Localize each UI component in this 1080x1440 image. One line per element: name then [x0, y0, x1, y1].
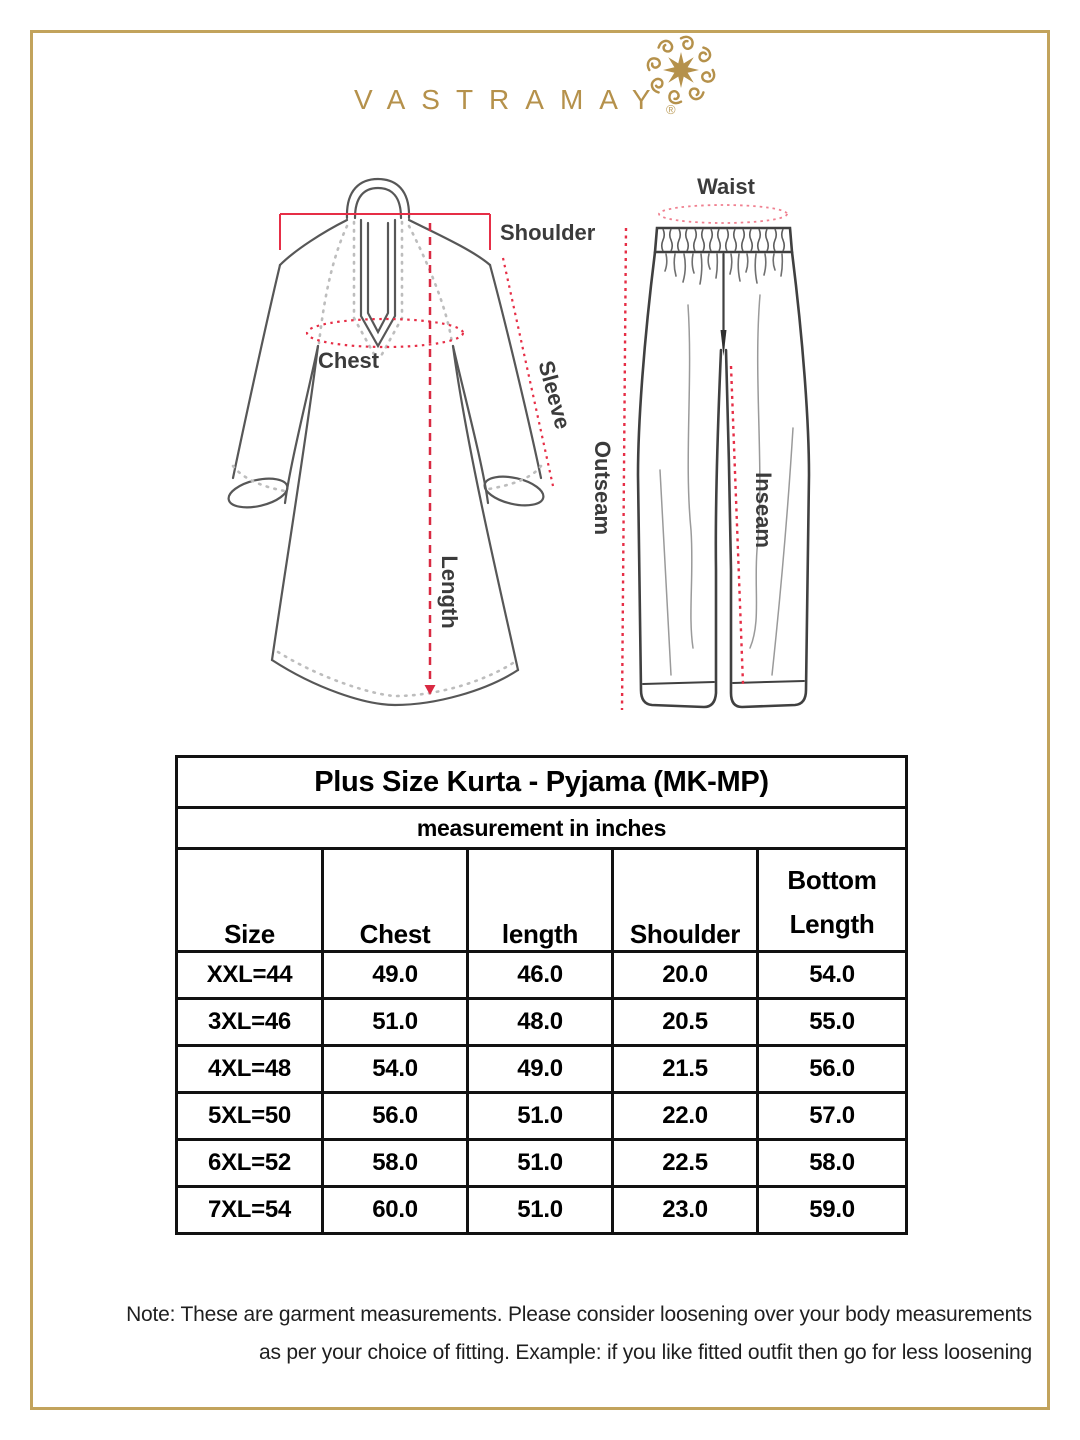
note-line-2: as per your choice of fitting. Example: if you like fitted outfit then go for less loosening — [258, 1341, 1032, 1364]
brand-logo-text: VASTRAMAY — [354, 84, 667, 115]
table-row — [177, 1093, 907, 1140]
table-title-row — [177, 757, 907, 808]
cell-bottom-length: 58.0 — [758, 1140, 907, 1187]
length-arrowhead — [425, 685, 436, 695]
cell-chest: 58.0 — [323, 1140, 468, 1187]
table-row — [177, 1046, 907, 1093]
table-subtitle-row — [177, 808, 907, 849]
kurta-measurement-diagram — [195, 168, 595, 713]
table-row — [177, 952, 907, 999]
cell-bottom-length: 55.0 — [758, 999, 907, 1046]
cell-size: XXL=44 — [177, 952, 323, 999]
pyjama-outline — [638, 228, 809, 707]
cell-size: 7XL=54 — [177, 1187, 323, 1234]
label-inseam: Inseam — [751, 472, 776, 548]
column-header-bottom-length — [758, 849, 907, 952]
cell-bottom-length: 56.0 — [758, 1046, 907, 1093]
table-row — [177, 1140, 907, 1187]
cell-size: 5XL=50 — [177, 1093, 323, 1140]
note-line-1: Note: These are garment measurements. Please consider loosening over your body measurements — [126, 1303, 1032, 1326]
kurta-outline — [226, 179, 546, 705]
column-header-chest: Chest — [323, 849, 468, 952]
size-chart-table — [175, 755, 908, 1235]
cell-size: 3XL=46 — [177, 999, 323, 1046]
label-length: Length — [437, 555, 462, 629]
cell-chest: 54.0 — [323, 1046, 468, 1093]
table-row — [177, 999, 907, 1046]
column-header-bottom-length-line2: Length — [789, 908, 875, 939]
cell-length: 49.0 — [468, 1046, 613, 1093]
cell-chest: 51.0 — [323, 999, 468, 1046]
cell-shoulder: 20.0 — [613, 952, 758, 999]
cell-size: 6XL=52 — [177, 1140, 323, 1187]
table-header-row — [177, 849, 907, 952]
cell-bottom-length: 57.0 — [758, 1093, 907, 1140]
cell-shoulder: 23.0 — [613, 1187, 758, 1234]
pyjama-measurement-diagram — [600, 170, 890, 725]
cell-bottom-length: 59.0 — [758, 1187, 907, 1234]
waist-measure-ellipse — [659, 205, 787, 223]
column-header-shoulder: Shoulder — [613, 849, 758, 952]
table-subtitle: measurement in inches — [177, 808, 907, 849]
registered-trademark: ® — [666, 102, 676, 117]
label-sleeve: Sleeve — [533, 357, 576, 432]
table-title: Plus Size Kurta - Pyjama (MK-MP) — [177, 757, 907, 808]
measurement-note — [48, 1296, 1032, 1372]
cell-length: 48.0 — [468, 999, 613, 1046]
cell-bottom-length: 54.0 — [758, 952, 907, 999]
column-header-size: Size — [177, 849, 323, 952]
cell-chest: 60.0 — [323, 1187, 468, 1234]
cell-length: 51.0 — [468, 1187, 613, 1234]
cell-length: 51.0 — [468, 1093, 613, 1140]
inseam-measure-line — [731, 366, 743, 684]
outseam-measure-line — [622, 228, 626, 710]
cell-shoulder: 22.0 — [613, 1093, 758, 1140]
cell-length: 46.0 — [468, 952, 613, 999]
label-shoulder: Shoulder — [500, 220, 596, 245]
column-header-bottom-length-line1: Bottom — [787, 864, 877, 895]
kurta-annotations — [280, 214, 553, 695]
cell-chest: 56.0 — [323, 1093, 468, 1140]
cell-size: 4XL=48 — [177, 1046, 323, 1093]
brand-mandala-icon — [645, 34, 717, 106]
cell-length: 51.0 — [468, 1140, 613, 1187]
cell-shoulder: 21.5 — [613, 1046, 758, 1093]
column-header-length: length — [468, 849, 613, 952]
label-chest: Chest — [318, 348, 380, 373]
cell-chest: 49.0 — [323, 952, 468, 999]
cell-shoulder: 20.5 — [613, 999, 758, 1046]
label-outseam: Outseam — [590, 440, 615, 536]
cell-shoulder: 22.5 — [613, 1140, 758, 1187]
table-row — [177, 1187, 907, 1234]
label-waist: Waist — [697, 174, 755, 199]
